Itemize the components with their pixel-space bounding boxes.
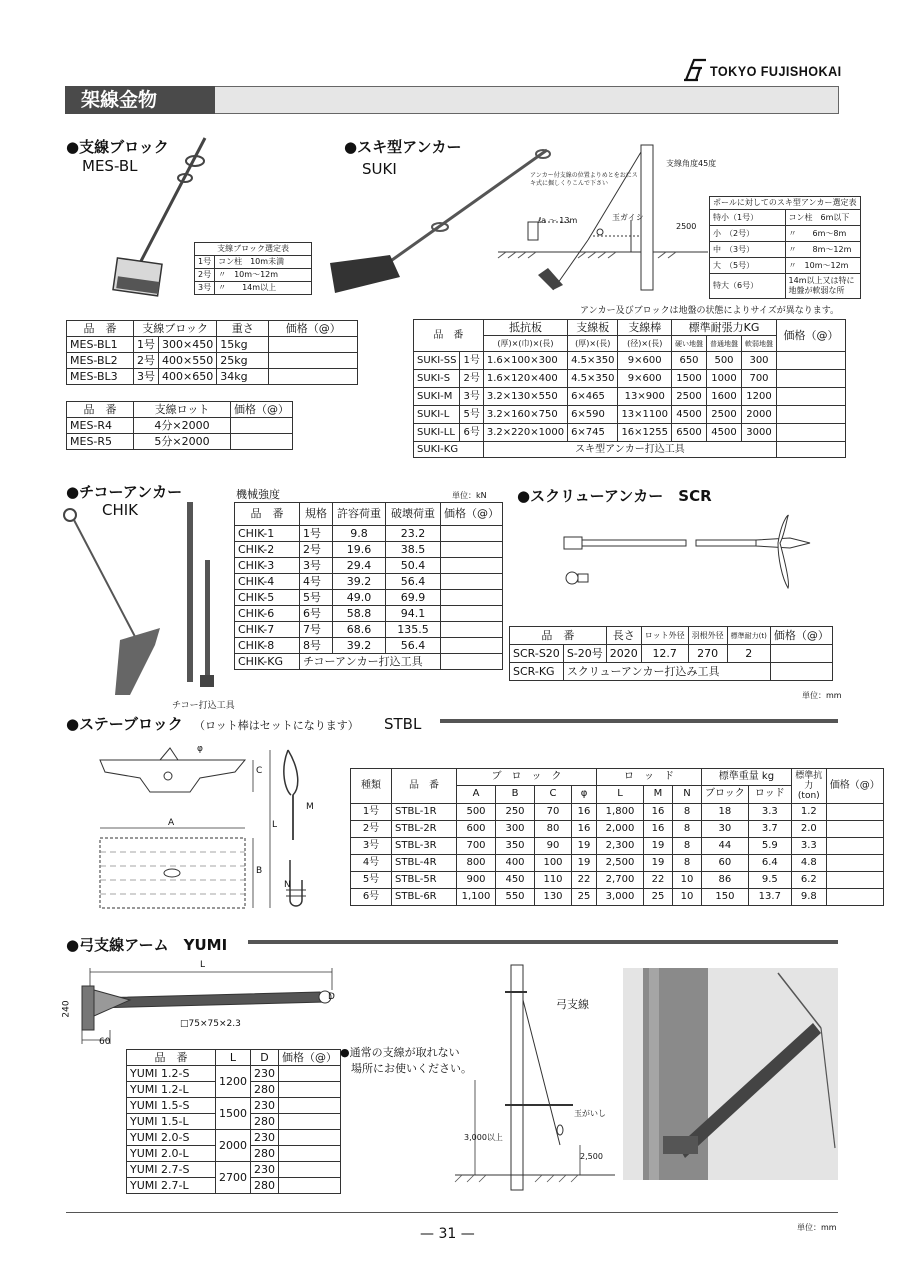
table-row: YUMI 2.7-L 280 xyxy=(127,1178,341,1194)
mesbl-rod-table: 品 番 支線ロット 価格（@） MES-R4 4分×2000 MES-R5 5分×2000 xyxy=(66,401,293,450)
chik-tool-label: チコー打込工具 xyxy=(172,701,235,711)
stbl-drawing xyxy=(90,740,330,920)
chik-table-title: 機械強度 xyxy=(236,488,280,501)
table-row: CHIK-KG チコーアンカー打込工具 xyxy=(235,654,503,670)
stbl-n-label: N xyxy=(284,880,291,890)
table-row: YUMI 1.5-L 280 xyxy=(127,1114,341,1130)
scr-table: 品 番 長さ ロット外径 羽根外径 標準耐力(t) 価格（@） SCR-S20 S-20号 2020 12.7 270 2 SCR-KG スクリューアンカー打込み工具 xyxy=(509,626,833,681)
stbl-c-label: C xyxy=(256,766,263,776)
table-row: MES-R4 4分×2000 xyxy=(67,418,293,434)
chik-heading: ●チコーアンカー xyxy=(66,483,183,501)
table-row: CHIK-2 2号 19.6 38.5 xyxy=(235,542,503,558)
brand-logo-icon xyxy=(682,58,708,82)
footer-divider xyxy=(66,1212,838,1213)
chik-product-photo xyxy=(60,500,230,700)
table-row: 3号 STBL-3R 700 350 90 19 2,300 19 8 44 5.9 3.3 xyxy=(351,838,884,855)
table-row: CHIK-3 3号 29.4 50.4 xyxy=(235,558,503,574)
table-row: SUKI-S 2号 1.6×120×400 4.5×350 9×600 1500 1000 700 xyxy=(414,370,846,388)
table-row: 1号 STBL-1R 500 250 70 16 1,800 16 8 18 3.3 1.2 xyxy=(351,804,884,821)
chik-unit: 単位：kN xyxy=(452,491,487,500)
yumi-heading-line xyxy=(248,940,838,944)
yumi-d-label: D xyxy=(328,992,335,1002)
suki-tamagaishi-label: 玉ガイシ xyxy=(612,213,644,222)
stbl-b-label: B xyxy=(256,866,263,876)
yumi-tama-label: 玉がいし xyxy=(574,1109,606,1118)
table-row: YUMI 2.0-L 280 xyxy=(127,1146,341,1162)
table-row: CHIK-4 4号 39.2 56.4 xyxy=(235,574,503,590)
suki-select-table: ポールに対してのスキ型アンカー選定表 特小（1号） コン柱 6m以下 小 （2号） 〃 6m〜8m 中 （3号） 〃 8m〜12m 大 （5号） 〃 10m〜12m 特大（6号） 14m以上又は特に地盤が軟弱な所 xyxy=(709,196,861,299)
table-row: MES-BL3 3号 400×650 34kg xyxy=(67,369,358,385)
scr-unit: 単位：mm xyxy=(802,691,842,700)
yumi-installation-photo xyxy=(623,968,838,1180)
page-title: 架線金物 xyxy=(65,86,215,114)
yumi-240-label: 240 xyxy=(61,1000,72,1018)
yumi-note: ●通常の支線が取れない 場所にお使いください。 xyxy=(340,1046,472,1075)
yumi-3000-label: 3,000以上 xyxy=(464,1133,503,1142)
suki-note: アンカー及びブロックは地盤の状態によりサイズが異なります。 xyxy=(580,306,840,316)
mesbl-table: 品 番 支線ブロック 重さ 価格（@） MES-BL1 1号 300×450 15kg MES-BL2 2号 400×550 25kg MES-BL3 3号 400×650 34kg xyxy=(66,320,358,385)
table-row: 5号 STBL-5R 900 450 110 22 2,700 22 10 86 9.5 6.2 xyxy=(351,872,884,889)
table-row: MES-BL2 2号 400×550 25kg xyxy=(67,353,358,369)
table-row: SCR-KG スクリューアンカー打込み工具 xyxy=(510,663,833,681)
yumi-60-label: 60 xyxy=(99,1037,111,1047)
table-row: SCR-S20 S-20号 2020 12.7 270 2 xyxy=(510,645,833,663)
suki-table: 品 番 抵抗板 支線板 支線棒 標準耐張力KG 価格（@） (厚)×(巾)×(長) (厚)×(長) (径)×(長) 硬い地盤 普通地盤 軟弱地盤 SUKI-SS 1号 1.6×100×300 4.5×350 9×600 650 500 300 SUKI-S 2号 1.6×120×400 4.5×350 9×600 1500 1000 700 SUKI-M 3号 3.2×130×550 6×465 13×900 2500 1600 1200 SUKI-L 5号 3.2×160×750 6×590 13×1100 4500 2500 2000 SUKI-LL 6号 3.2×220×1000 6×745 16×1255 6500 4500 3000 SUKI-KG スキ型アンカー打込工具 xyxy=(413,319,846,458)
table-row: YUMI 1.2-S 1200 230 xyxy=(127,1066,341,1082)
stbl-code: STBL xyxy=(384,715,422,733)
table-row: SUKI-M 3号 3.2×130×550 6×465 13×900 2500 1600 1200 xyxy=(414,388,846,406)
table-row: MES-R5 5分×2000 xyxy=(67,434,293,450)
table-row: 4号 STBL-4R 800 400 100 19 2,500 19 8 60 6.4 4.8 xyxy=(351,855,884,872)
stbl-heading-note: （ロット棒はセットになります） xyxy=(194,719,359,732)
footer-unit: 単位：mm xyxy=(797,1223,837,1232)
suki-diagram-note: アンカー付支線の位置よりめとをおにスキ式に掘しくりこんで下さい xyxy=(530,172,638,187)
yumi-heading: ●弓支線アーム YUMI xyxy=(66,936,228,954)
table-row: YUMI 1.2-L 280 xyxy=(127,1082,341,1098)
yumi-section-label: □75×75×2.3 xyxy=(180,1019,241,1029)
suki-dim-label: 2500 xyxy=(676,222,697,231)
yumi-drawing xyxy=(70,960,350,1050)
table-row: YUMI 1.5-S 1500 230 xyxy=(127,1098,341,1114)
table-row: CHIK-7 7号 68.6 135.5 xyxy=(235,622,503,638)
yumi-l-label: L xyxy=(200,960,206,970)
stbl-phi-label: φ xyxy=(197,744,203,754)
scr-heading: ●スクリューアンカー SCR xyxy=(517,487,712,505)
suki-angle-label: 支線角度45度 xyxy=(666,159,717,168)
chik-code: CHIK xyxy=(102,501,139,519)
table-row: CHIK-8 8号 39.2 56.4 xyxy=(235,638,503,654)
suki-code: SUKI xyxy=(362,160,397,178)
table-row: SUKI-KG スキ型アンカー打込工具 xyxy=(414,442,846,458)
scr-product-drawing xyxy=(550,508,820,598)
table-row: SUKI-L 5号 3.2×160×750 6×590 13×1100 4500 2500 2000 xyxy=(414,406,846,424)
stbl-heading: ●ステーブロック xyxy=(66,715,183,733)
chik-table: 品 番 規格 許容荷重 破壊荷重 価格（@） CHIK-1 1号 9.8 23.2 CHIK-2 2号 19.6 38.5 CHIK-3 3号 29.4 50.4 CHIK-4 4号 39.2 56.4 CHIK-5 5号 49.0 69.9 CHIK-6 6号 58.8 94.1 CHIK-7 7号 68.6 135.5 CHIK-8 8号 39.2 56.4 CHIK-KG チコーアンカー打込工具 xyxy=(234,502,503,670)
table-row: 6号 STBL-6R 1,100 550 130 25 3,000 25 10 150 13.7 9.8 xyxy=(351,889,884,906)
page-number: — 31 — xyxy=(420,1226,475,1242)
stbl-a-label: A xyxy=(168,818,175,828)
table-row: YUMI 2.7-S 2700 230 xyxy=(127,1162,341,1178)
table-row: CHIK-1 1号 9.8 23.2 xyxy=(235,526,503,542)
stbl-heading-line xyxy=(440,719,838,723)
stbl-table: 種類 品 番 ブ ロ ッ ク ロ ッ ド 標準重量 kg 標準抗力 (ton) 価格（@） A B C φ L M N ブロック ロッド 1号 STBL-1R 500 250 70 16 1,800 16 8 18 3.3 1.2 2号 STBL-2R 600 300 80 16 2,000 16 8 30 3.7 2.0 3号 STBL-3R 700 350 90 19 2,300 19 8 44 5.9 3.3 4号 STBL-4R 800 400 100 19 2,500 19 8 60 6.4 4.8 5号 STBL-5R 900 450 110 22 2,700 22 10 86 9.5 6.2 6号 STBL-6R 1,100 550 130 25 3,000 25 10 150 13.7 9.8 xyxy=(350,768,884,906)
mesbl-heading: ●支線ブロック xyxy=(66,138,169,156)
table-row: CHIK-6 6号 58.8 94.1 xyxy=(235,606,503,622)
mesbl-select-table: 支線ブロック選定表 1号 コン柱 10m未満 2号 〃 10m〜12m 3号 〃 14m以上 xyxy=(194,242,312,295)
suki-heading: ●スキ型アンカー xyxy=(344,138,462,156)
table-row: MES-BL1 1号 300×450 15kg xyxy=(67,337,358,353)
stbl-l-label: L xyxy=(272,820,278,830)
table-row: 2号 STBL-2R 600 300 80 16 2,000 16 8 30 3.7 2.0 xyxy=(351,821,884,838)
yumi-illus-label: 弓支線 xyxy=(556,998,589,1011)
yumi-2500-label: 2,500 xyxy=(580,1152,603,1161)
table-row: CHIK-5 5号 49.0 69.9 xyxy=(235,590,503,606)
table-row: YUMI 2.0-S 2000 230 xyxy=(127,1130,341,1146)
table-row: SUKI-SS 1号 1.6×100×300 4.5×350 9×600 650 500 300 xyxy=(414,352,846,370)
brand-name: TOKYO FUJISHOKAI xyxy=(710,63,842,79)
yumi-table: 品 番 L D 価格（@） YUMI 1.2-S 1200 230 YUMI 1.2-L 280 YUMI 1.5-S 1500 230 YUMI 1.5-L 280 YUMI 2.0-S 2000 230 YUMI 2.0-L 280 YUMI 2.7-S 2700 230 YUMI 2.7-L 280 xyxy=(126,1049,341,1194)
table-row: SUKI-LL 6号 3.2×220×1000 6×745 16×1255 6500 4500 3000 xyxy=(414,424,846,442)
stbl-m-label: M xyxy=(306,802,314,812)
mesbl-code: MES-BL xyxy=(82,157,138,175)
suki-l13-label: ℓa ～ 13m xyxy=(538,216,578,225)
